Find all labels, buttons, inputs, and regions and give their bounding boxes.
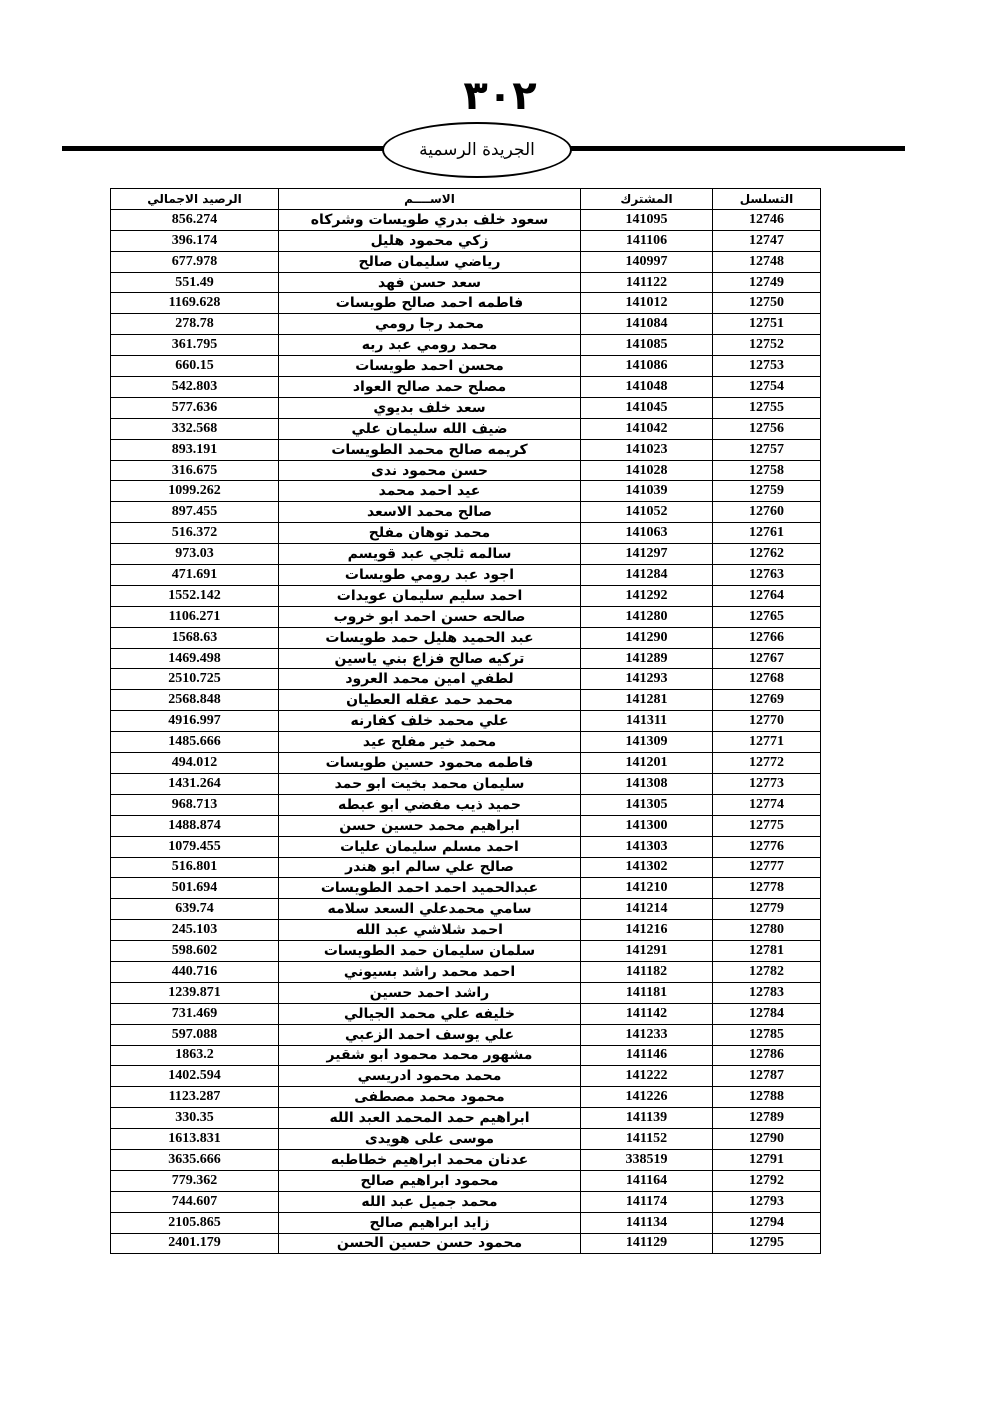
table-row [111, 439, 821, 460]
name-cell: احمد شلاشي عبد الله [279, 920, 581, 941]
table-row [111, 627, 821, 648]
name-cell: مصلح حمد صالح العواد [279, 377, 581, 398]
name-cell: صالحه حسن احمد ابو خروب [279, 606, 581, 627]
balance-cell: 1169.628 [111, 293, 279, 314]
balance-cell: 639.74 [111, 899, 279, 920]
page-number: ٣٠٢ [463, 73, 537, 119]
balance-cell: 1485.666 [111, 732, 279, 753]
serial-cell: 12775 [713, 815, 821, 836]
table-row [111, 732, 821, 753]
subscriber-cell: 141290 [581, 627, 713, 648]
serial-cell: 12760 [713, 502, 821, 523]
table-row [111, 1066, 821, 1087]
subscriber-cell: 141297 [581, 544, 713, 565]
balance-cell: 396.174 [111, 230, 279, 251]
name-cell: مشهور محمد محمود ابو شقير [279, 1045, 581, 1066]
subscriber-cell: 141134 [581, 1212, 713, 1233]
serial-cell: 12788 [713, 1087, 821, 1108]
name-cell: موسى على هويدى [279, 1129, 581, 1150]
serial-cell: 12765 [713, 606, 821, 627]
balance-cell: 516.372 [111, 523, 279, 544]
name-cell: رياضي سليمان صالح [279, 251, 581, 272]
serial-cell: 12795 [713, 1233, 821, 1254]
serial-cell: 12774 [713, 794, 821, 815]
serial-cell: 12776 [713, 836, 821, 857]
balance-cell: 577.636 [111, 397, 279, 418]
table-row [111, 1170, 821, 1191]
name-cell: زكي محمود هليل [279, 230, 581, 251]
balance-cell: 1239.871 [111, 982, 279, 1003]
serial-cell: 12759 [713, 481, 821, 502]
subscriber-cell: 141210 [581, 878, 713, 899]
subscriber-cell: 141085 [581, 335, 713, 356]
name-cell: ابراهيم حمد المحمد العبد الله [279, 1108, 581, 1129]
name-cell: سالمه ثلجي عبد قويسم [279, 544, 581, 565]
table-row [111, 711, 821, 732]
name-cell: حميد ذيب مفضي ابو عبطه [279, 794, 581, 815]
subscriber-cell: 141095 [581, 209, 713, 230]
name-cell: زايد ابراهيم صالح [279, 1212, 581, 1233]
subscriber-cell: 141152 [581, 1129, 713, 1150]
name-cell: كريمه صالح محمد الطويسات [279, 439, 581, 460]
subscriber-cell: 141182 [581, 961, 713, 982]
table-row [111, 209, 821, 230]
serial-cell: 12752 [713, 335, 821, 356]
balance-cell: 516.801 [111, 857, 279, 878]
subscriber-balance-table [110, 188, 821, 1254]
table-row [111, 418, 821, 439]
table-header-row [111, 189, 821, 210]
subscriber-cell: 338519 [581, 1149, 713, 1170]
name-cell: لطفي امين محمد العرود [279, 669, 581, 690]
balance-cell: 893.191 [111, 439, 279, 460]
subscriber-cell: 141048 [581, 377, 713, 398]
subscriber-cell: 141291 [581, 941, 713, 962]
table-row [111, 648, 821, 669]
balance-cell: 744.607 [111, 1191, 279, 1212]
name-cell: اجود عبد رومي طويسات [279, 565, 581, 586]
table-row [111, 502, 821, 523]
balance-cell: 731.469 [111, 1003, 279, 1024]
serial-cell: 12769 [713, 690, 821, 711]
balance-cell: 501.694 [111, 878, 279, 899]
table-row [111, 377, 821, 398]
serial-cell: 12772 [713, 753, 821, 774]
header-rule-left [62, 146, 384, 151]
name-cell: ابراهيم محمد حسين حسن [279, 815, 581, 836]
subscriber-cell: 141311 [581, 711, 713, 732]
serial-cell: 12767 [713, 648, 821, 669]
subscriber-cell: 141084 [581, 314, 713, 335]
name-cell: عيد احمد محمد [279, 481, 581, 502]
masthead-oval [382, 122, 572, 178]
subscriber-cell: 141300 [581, 815, 713, 836]
subscriber-cell: 141216 [581, 920, 713, 941]
serial-cell: 12757 [713, 439, 821, 460]
serial-cell: 12754 [713, 377, 821, 398]
serial-cell: 12778 [713, 878, 821, 899]
serial-cell: 12748 [713, 251, 821, 272]
subscriber-cell: 141063 [581, 523, 713, 544]
subscriber-cell: 141039 [581, 481, 713, 502]
name-cell: سليمان محمد بخيت ابو حمد [279, 773, 581, 794]
serial-cell: 12746 [713, 209, 821, 230]
column-header-balance: الرصيد الاجمالي [111, 189, 279, 210]
name-cell: محمد جميل عبد الله [279, 1191, 581, 1212]
serial-cell: 12790 [713, 1129, 821, 1150]
table-row [111, 1108, 821, 1129]
table-row [111, 669, 821, 690]
serial-cell: 12793 [713, 1191, 821, 1212]
balance-cell: 597.088 [111, 1024, 279, 1045]
subscriber-cell: 141293 [581, 669, 713, 690]
balance-cell: 330.35 [111, 1108, 279, 1129]
table-row [111, 1233, 821, 1254]
name-cell: محمود ابراهيم صالح [279, 1170, 581, 1191]
subscriber-cell: 141181 [581, 982, 713, 1003]
table-row [111, 251, 821, 272]
balance-cell: 677.978 [111, 251, 279, 272]
balance-cell: 1123.287 [111, 1087, 279, 1108]
table-row [111, 815, 821, 836]
serial-cell: 12785 [713, 1024, 821, 1045]
serial-cell: 12747 [713, 230, 821, 251]
subscriber-cell: 141139 [581, 1108, 713, 1129]
subscriber-cell: 141142 [581, 1003, 713, 1024]
table-row [111, 293, 821, 314]
name-cell: سعود خلف بدري طويسات وشركاه [279, 209, 581, 230]
balance-cell: 1488.874 [111, 815, 279, 836]
table-row [111, 857, 821, 878]
balance-cell: 897.455 [111, 502, 279, 523]
subscriber-cell: 141201 [581, 753, 713, 774]
balance-cell: 4916.997 [111, 711, 279, 732]
subscriber-cell: 141289 [581, 648, 713, 669]
serial-cell: 12761 [713, 523, 821, 544]
table-row [111, 1129, 821, 1150]
serial-cell: 12791 [713, 1149, 821, 1170]
subscriber-cell: 141222 [581, 1066, 713, 1087]
balance-cell: 471.691 [111, 565, 279, 586]
subscriber-cell: 141305 [581, 794, 713, 815]
table-row [111, 1024, 821, 1045]
subscriber-cell: 141303 [581, 836, 713, 857]
balance-cell: 2568.848 [111, 690, 279, 711]
balance-cell: 598.602 [111, 941, 279, 962]
subscriber-cell: 141146 [581, 1045, 713, 1066]
column-header-subscriber: المشترك [581, 189, 713, 210]
subscriber-cell: 141164 [581, 1170, 713, 1191]
serial-cell: 12784 [713, 1003, 821, 1024]
subscriber-cell: 141214 [581, 899, 713, 920]
balance-cell: 494.012 [111, 753, 279, 774]
name-cell: سلمان سليمان حمد الطويسات [279, 941, 581, 962]
table-row [111, 941, 821, 962]
balance-cell: 2510.725 [111, 669, 279, 690]
name-cell: محمد محمود ادريسي [279, 1066, 581, 1087]
subscriber-cell: 141174 [581, 1191, 713, 1212]
table-row [111, 836, 821, 857]
subscriber-cell: 141292 [581, 585, 713, 606]
subscriber-cell: 141308 [581, 773, 713, 794]
balance-cell: 316.675 [111, 460, 279, 481]
table-row [111, 1003, 821, 1024]
name-cell: فاطمه محمود حسين طويسات [279, 753, 581, 774]
subscriber-cell: 141302 [581, 857, 713, 878]
subscriber-cell: 141284 [581, 565, 713, 586]
balance-cell: 660.15 [111, 356, 279, 377]
subscriber-cell: 141309 [581, 732, 713, 753]
table-row [111, 1191, 821, 1212]
serial-cell: 12779 [713, 899, 821, 920]
balance-cell: 1552.142 [111, 585, 279, 606]
subscriber-cell: 141280 [581, 606, 713, 627]
balance-cell: 1099.262 [111, 481, 279, 502]
subscriber-cell: 141045 [581, 397, 713, 418]
name-cell: فاطمه احمد صالح طويسات [279, 293, 581, 314]
subscriber-cell: 141129 [581, 1233, 713, 1254]
balance-cell: 278.78 [111, 314, 279, 335]
name-cell: محمد رومي عبد ربه [279, 335, 581, 356]
serial-cell: 12763 [713, 565, 821, 586]
name-cell: صالح محمد الاسعد [279, 502, 581, 523]
serial-cell: 12792 [713, 1170, 821, 1191]
subscriber-cell: 140997 [581, 251, 713, 272]
balance-cell: 1613.831 [111, 1129, 279, 1150]
balance-cell: 856.274 [111, 209, 279, 230]
balance-cell: 779.362 [111, 1170, 279, 1191]
name-cell: محمود حسن حسين الحسن [279, 1233, 581, 1254]
serial-cell: 12770 [713, 711, 821, 732]
balance-cell: 2105.865 [111, 1212, 279, 1233]
table-row [111, 544, 821, 565]
balance-cell: 1079.455 [111, 836, 279, 857]
balance-cell: 1469.498 [111, 648, 279, 669]
header-rule-right [570, 146, 905, 151]
table-row [111, 565, 821, 586]
table-row [111, 878, 821, 899]
name-cell: محمد حمد عقله العطيان [279, 690, 581, 711]
serial-cell: 12771 [713, 732, 821, 753]
subscriber-cell: 141086 [581, 356, 713, 377]
balance-cell: 2401.179 [111, 1233, 279, 1254]
subscriber-cell: 141012 [581, 293, 713, 314]
balance-cell: 361.795 [111, 335, 279, 356]
table-row [111, 899, 821, 920]
name-cell: احمد سليم سليمان عويدات [279, 585, 581, 606]
serial-cell: 12758 [713, 460, 821, 481]
subscriber-cell: 141052 [581, 502, 713, 523]
table-row [111, 523, 821, 544]
name-cell: عبدالحميد احمد احمد الطويسات [279, 878, 581, 899]
table-row [111, 773, 821, 794]
subscriber-cell: 141122 [581, 272, 713, 293]
table-row [111, 794, 821, 815]
name-cell: محمد رجا رومي [279, 314, 581, 335]
serial-cell: 12762 [713, 544, 821, 565]
serial-cell: 12756 [713, 418, 821, 439]
serial-cell: 12773 [713, 773, 821, 794]
serial-cell: 12751 [713, 314, 821, 335]
balance-cell: 542.803 [111, 377, 279, 398]
serial-cell: 12755 [713, 397, 821, 418]
table-row [111, 690, 821, 711]
table-row [111, 272, 821, 293]
serial-cell: 12789 [713, 1108, 821, 1129]
table-row [111, 230, 821, 251]
column-header-name: الاســــم [279, 189, 581, 210]
name-cell: حسن محمود ندى [279, 460, 581, 481]
name-cell: عدنان محمد ابراهيم خطاطبه [279, 1149, 581, 1170]
balance-cell: 551.49 [111, 272, 279, 293]
table-row [111, 753, 821, 774]
table-row [111, 1087, 821, 1108]
table-row [111, 982, 821, 1003]
serial-cell: 12783 [713, 982, 821, 1003]
balance-cell: 973.03 [111, 544, 279, 565]
balance-cell: 1431.264 [111, 773, 279, 794]
serial-cell: 12780 [713, 920, 821, 941]
name-cell: تركيه صالح فزاع بني ياسين [279, 648, 581, 669]
serial-cell: 12781 [713, 941, 821, 962]
subscriber-cell: 141042 [581, 418, 713, 439]
table-row [111, 1212, 821, 1233]
table-row [111, 460, 821, 481]
serial-cell: 12753 [713, 356, 821, 377]
table-row [111, 606, 821, 627]
subscriber-cell: 141281 [581, 690, 713, 711]
subscriber-cell: 141233 [581, 1024, 713, 1045]
table-row [111, 961, 821, 982]
name-cell: علي محمد خلف كفارنه [279, 711, 581, 732]
name-cell: راشد احمد حسين [279, 982, 581, 1003]
name-cell: محمود محمد مصطفى [279, 1087, 581, 1108]
name-cell: محسن احمد طويسات [279, 356, 581, 377]
balance-cell: 1863.2 [111, 1045, 279, 1066]
subscriber-cell: 141023 [581, 439, 713, 460]
table-row [111, 1149, 821, 1170]
name-cell: ضيف الله سليمان علي [279, 418, 581, 439]
name-cell: سامي محمدعلي السعد سلامه [279, 899, 581, 920]
name-cell: علي يوسف احمد الزعبي [279, 1024, 581, 1045]
serial-cell: 12794 [713, 1212, 821, 1233]
table-row [111, 481, 821, 502]
serial-cell: 12777 [713, 857, 821, 878]
serial-cell: 12786 [713, 1045, 821, 1066]
serial-cell: 12749 [713, 272, 821, 293]
name-cell: سعد خلف بديوي [279, 397, 581, 418]
serial-cell: 12782 [713, 961, 821, 982]
name-cell: خليفه علي محمد الجيالي [279, 1003, 581, 1024]
serial-cell: 12768 [713, 669, 821, 690]
table-row [111, 335, 821, 356]
subscriber-cell: 141028 [581, 460, 713, 481]
name-cell: احمد محمد راشد بسيوني [279, 961, 581, 982]
serial-cell: 12750 [713, 293, 821, 314]
subscriber-cell: 141106 [581, 230, 713, 251]
subscriber-cell: 141226 [581, 1087, 713, 1108]
table-row [111, 314, 821, 335]
table-row [111, 356, 821, 377]
table-row [111, 397, 821, 418]
name-cell: محمد خير مفلح عيد [279, 732, 581, 753]
table-row [111, 585, 821, 606]
name-cell: سعد حسن فهد [279, 272, 581, 293]
name-cell: عبد الحميد هليل حمد طويسات [279, 627, 581, 648]
column-header-serial: التسلسل [713, 189, 821, 210]
balance-cell: 1402.594 [111, 1066, 279, 1087]
serial-cell: 12766 [713, 627, 821, 648]
name-cell: محمد توهان مفلح [279, 523, 581, 544]
serial-cell: 12787 [713, 1066, 821, 1087]
name-cell: احمد مسلم سليمان عليات [279, 836, 581, 857]
balance-cell: 968.713 [111, 794, 279, 815]
table-row [111, 920, 821, 941]
publication-title: الجريدة الرسمية [419, 140, 535, 160]
balance-cell: 440.716 [111, 961, 279, 982]
balance-cell: 1106.271 [111, 606, 279, 627]
balance-cell: 1568.63 [111, 627, 279, 648]
balance-cell: 245.103 [111, 920, 279, 941]
name-cell: صالح علي سالم ابو هندر [279, 857, 581, 878]
serial-cell: 12764 [713, 585, 821, 606]
balance-cell: 332.568 [111, 418, 279, 439]
balance-cell: 3635.666 [111, 1149, 279, 1170]
table-row [111, 1045, 821, 1066]
